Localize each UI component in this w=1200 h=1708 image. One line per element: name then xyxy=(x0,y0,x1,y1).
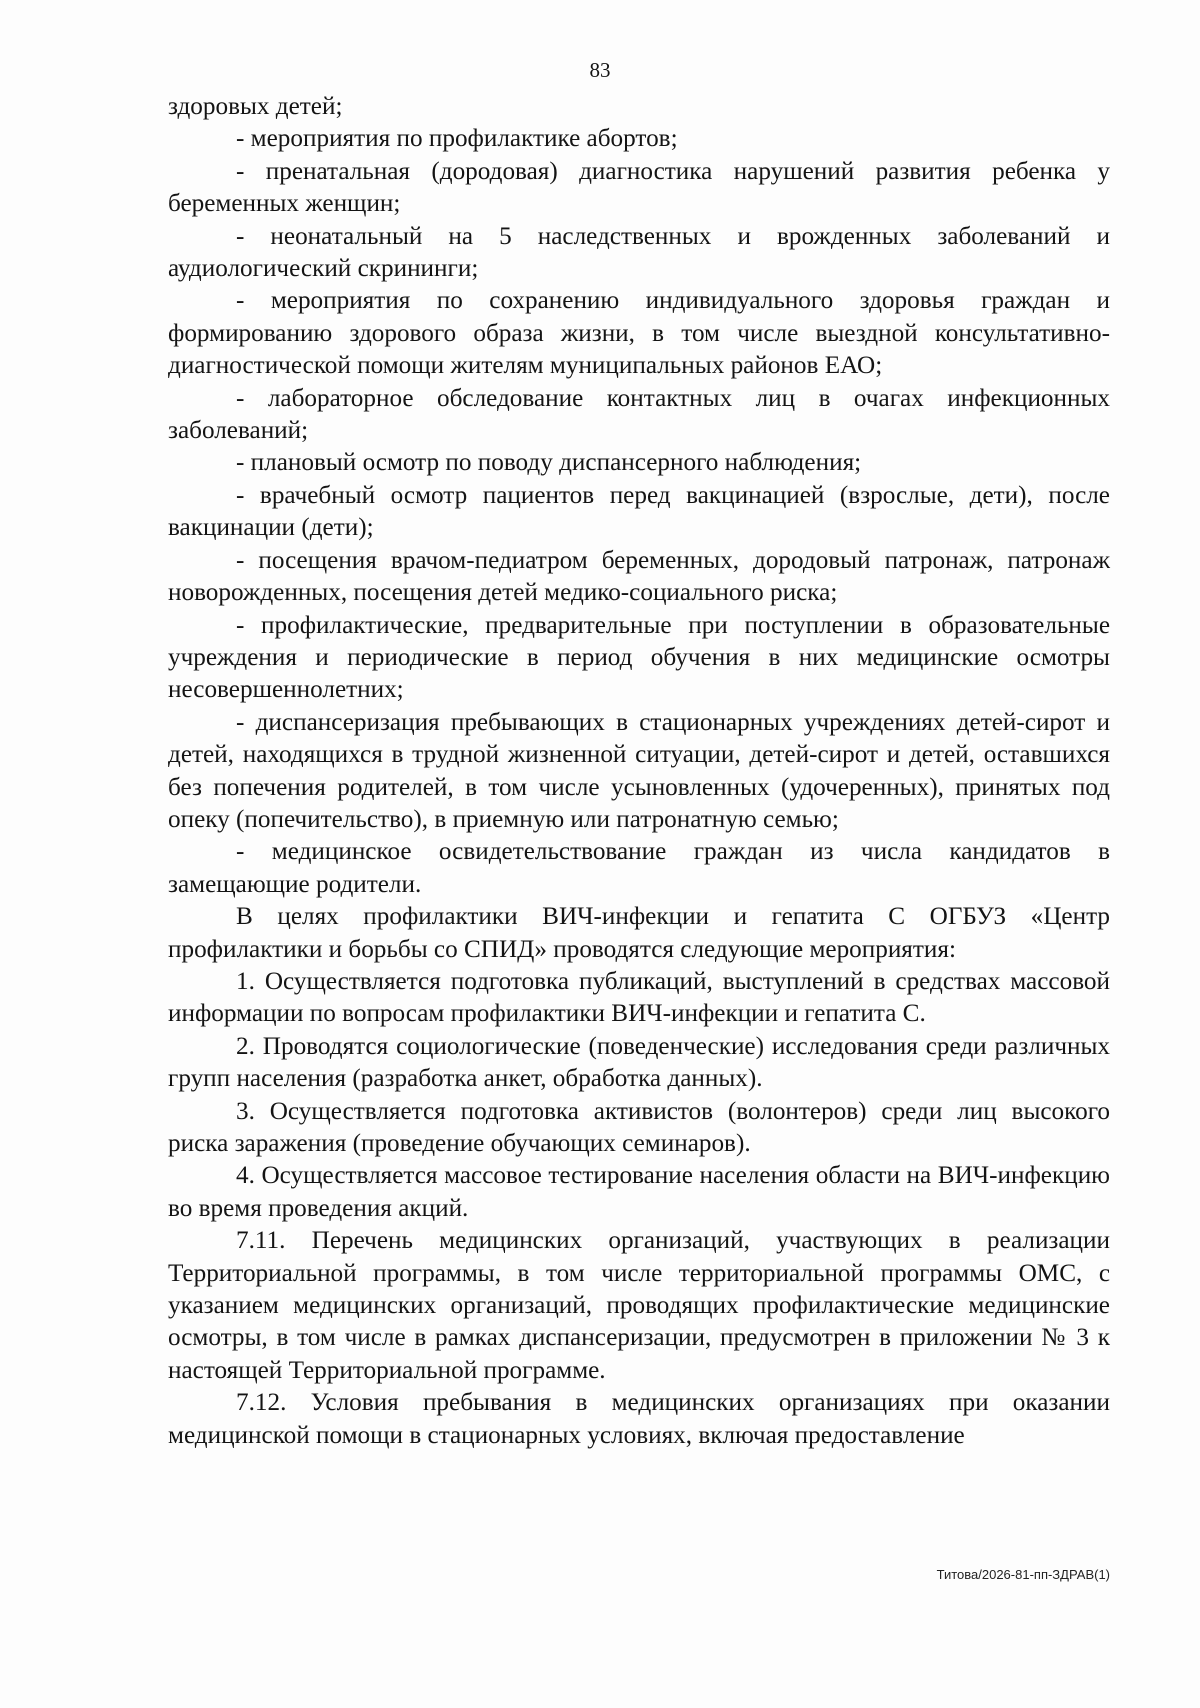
list-item-health-preservation: - мероприятия по сохранению индивидуального здоровья граждан и формированию здорового образа жизни, в том числе выездной консультативно-диагностической помощи жителям муниципальных районов ЕАО; xyxy=(168,287,1110,380)
section-7-12: 7.12. Условия пребывания в медицинских организациях при оказании медицинской помощи в стационарных условиях, включая предоставление xyxy=(168,1389,1110,1449)
list-item-prenatal-diagnostics: - пренатальная (дородовая) диагностика нарушений развития ребенка у беременных женщин; xyxy=(168,157,1110,218)
list-item-abortion-prevention: - мероприятия по профилактике абортов; xyxy=(236,125,678,153)
numbered-item-2: 2. Проводятся социологические (поведенческие) исследования среди различных групп населения (разработка анкет, обработка данных). xyxy=(168,1032,1110,1093)
list-item-vaccination-exam: - врачебный осмотр пациентов перед вакцинацией (взрослые, дети), после вакцинации (дети); xyxy=(168,481,1110,542)
paragraph-hiv-prevention-intro: В целях профилактики ВИЧ-инфекции и гепатита С ОГБУЗ «Центр профилактики и борьбы со СПИД» проводятся следующие мероприятия: xyxy=(168,903,1110,963)
list-item-orphan-screening: - диспансеризация пребывающих в стационарных учреждениях детей-сирот и детей, находящихся в трудной жизненной ситуации, детей-сирот и детей, оставшихся без попечения родителей, в том числе усыновленных (удочеренных), принятых под опеку (попечительство), в приемную или патронатную семью; xyxy=(168,708,1110,833)
list-item-neonatal-screening: - неонатальный на 5 наследственных и врожденных заболеваний и аудиологический скрининги; xyxy=(168,222,1110,283)
page-number: 83 xyxy=(589,58,611,82)
paragraph-continuation: здоровых детей; xyxy=(168,93,343,120)
numbered-item-1: 1. Осуществляется подготовка публикаций, выступлений в средствах массовой информации по вопросам профилактики ВИЧ-инфекции и гепатита С. xyxy=(168,967,1110,1028)
document-body xyxy=(168,91,1110,1452)
numbered-item-3: 3. Осуществляется подготовка активистов (волонтеров) среди лиц высокого риска заражения (проведение обучающих семинаров). xyxy=(168,1097,1110,1157)
section-7-11: 7.11. Перечень медицинских организаций, участвующих в реализации Территориальной программы, в том числе территориальной программы ОМС, с указанием медицинских организаций, проводящих профилактические медицинские осмотры, в том числе в рамках диспансеризации, предусмотрен в приложении № 3 к настоящей Территориальной программе. xyxy=(168,1227,1110,1384)
list-item-lab-examination: - лабораторное обследование контактных лиц в очагах инфекционных заболеваний; xyxy=(168,384,1110,445)
list-item-minor-checkups: - профилактические, предварительные при поступлении в образовательные учреждения и периодические в период обучения в них медицинские осмотры несовершеннолетних; xyxy=(168,611,1110,704)
numbered-item-4: 4. Осуществляется массовое тестирование населения области на ВИЧ-инфекцию во время проведения акций. xyxy=(168,1162,1110,1222)
list-item-candidate-certification: - медицинское освидетельствование граждан из числа кандидатов в замещающие родители. xyxy=(168,838,1110,898)
list-item-pediatrician-visits: - посещения врачом-педиатром беременных, дородовый патронаж, патронаж новорожденных, посещения детей медико-социального риска; xyxy=(168,546,1110,607)
footer-document-code: Титова/2026-81-пп-ЗДРАВ(1) xyxy=(936,1567,1110,1582)
list-item-planned-checkup: - плановый осмотр по поводу диспансерного наблюдения; xyxy=(236,449,862,477)
